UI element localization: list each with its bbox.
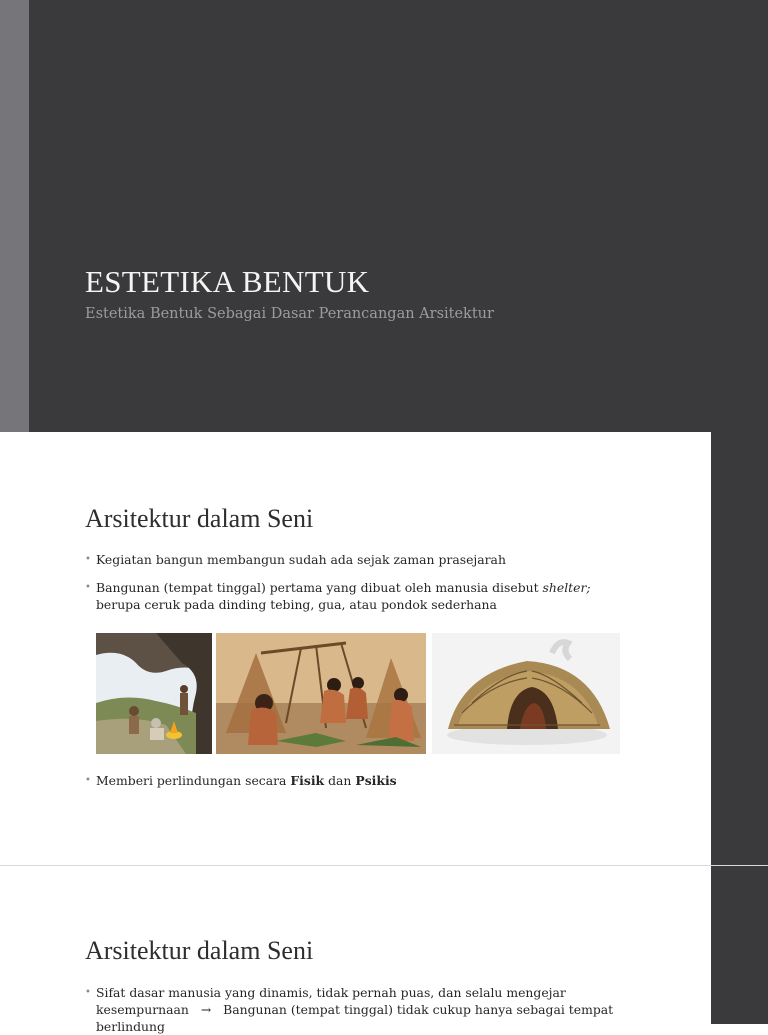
bullet-text: Kegiatan bangun membangun sudah ada sejak zaman prasejarah xyxy=(96,552,506,567)
bullet-italic-term: shelter; xyxy=(542,580,591,595)
bullet-text: Bangunan (tempat tinggal) pertama yang dibuat oleh manusia disebut xyxy=(96,580,539,595)
bullet-text-continued: Bangunan (tempat tinggal) tidak cukup hanya sebagai tempat berlindung xyxy=(96,1002,614,1034)
cave-shelter-photo xyxy=(96,633,212,754)
slide-side-band xyxy=(711,866,768,1024)
prehistoric-hut-construction-photo xyxy=(216,633,426,754)
bullet-marker: • xyxy=(85,582,91,593)
bullet-list xyxy=(85,772,625,789)
primitive-hut-model-photo xyxy=(432,633,620,754)
bullet-text-connector: dan xyxy=(328,773,352,788)
bullet-list xyxy=(85,551,625,613)
bullet-list xyxy=(85,984,625,1035)
right-arrow-icon: → xyxy=(200,1002,212,1017)
title-slide-accent-band xyxy=(0,0,29,432)
slide-side-band xyxy=(711,432,768,865)
slide-heading: Arsitektur dalam Seni xyxy=(85,504,314,533)
bullet-marker: • xyxy=(85,554,91,565)
presentation-subtitle: Estetika Bentuk Sebagai Dasar Perancangan Arsitektur xyxy=(85,306,494,322)
bullet-item xyxy=(85,984,625,1035)
bullet-text-continued: berupa ceruk pada dinding tebing, gua, atau pondok sederhana xyxy=(96,597,497,612)
bullet-marker: • xyxy=(85,987,91,998)
bullet-item xyxy=(85,551,625,568)
bullet-text: Sifat dasar manusia yang dinamis, tidak pernah puas, dan selalu mengejar kesempurnaan xyxy=(96,985,566,1017)
bullet-item xyxy=(85,579,625,613)
slide-heading: Arsitektur dalam Seni xyxy=(85,936,314,965)
bullet-bold-term: Psikis xyxy=(355,773,397,788)
bullet-text: Memberi perlindungan secara xyxy=(96,773,287,788)
title-slide xyxy=(0,0,768,432)
bullet-bold-term: Fisik xyxy=(290,773,325,788)
content-slide-2 xyxy=(0,866,768,1034)
bullet-item xyxy=(85,772,625,789)
presentation-title: ESTETIKA BENTUK xyxy=(85,264,370,299)
content-slide-1 xyxy=(0,432,768,865)
bullet-marker: • xyxy=(85,775,91,786)
